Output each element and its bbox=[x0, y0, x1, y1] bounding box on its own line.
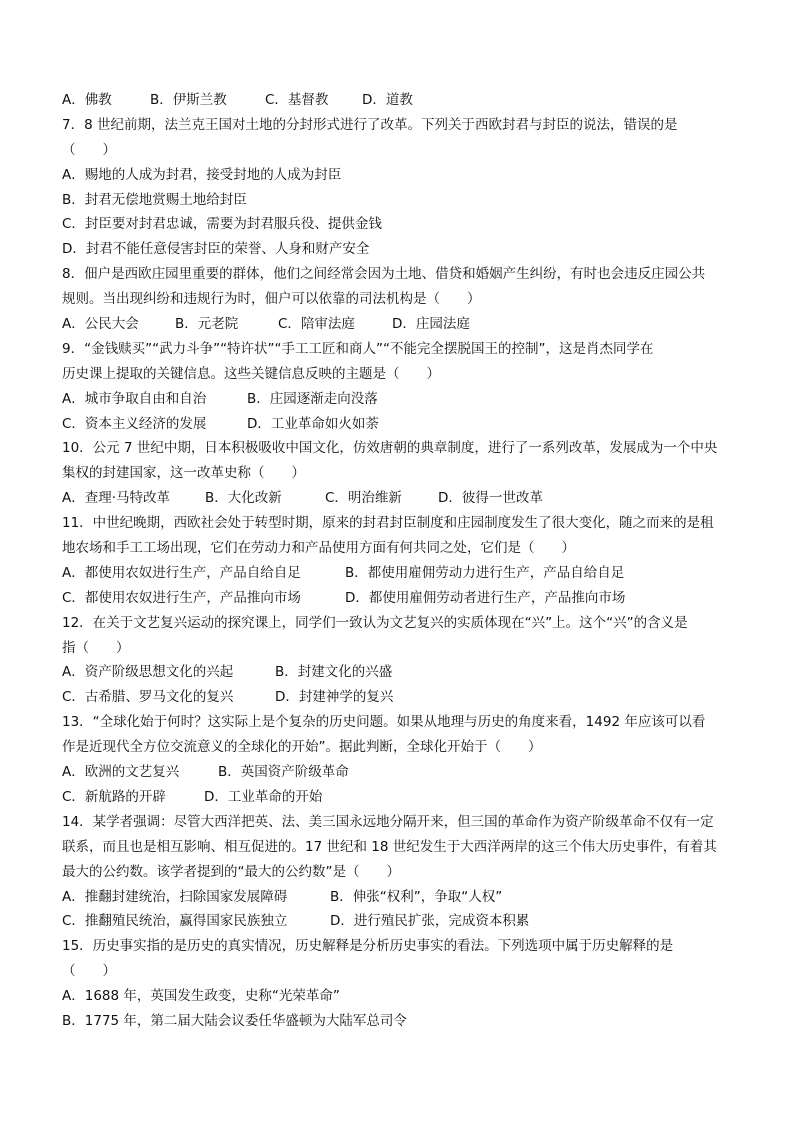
q11-option-d: D．都使用雇佣劳动者进行生产，产品推向市场 bbox=[345, 589, 626, 606]
q14-options-row-1 bbox=[62, 885, 734, 910]
q7-stem-line-1: 7．8 世纪前期，法兰克王国对土地的分封形式进行了改革。下列关于西欧封君与封臣的说法，错误的是 bbox=[62, 116, 678, 133]
q11-stem-line-2: 地农场和手工工场出现，它们在劳动力和产品使用方面有何共同之处，它们是（ ） bbox=[62, 540, 575, 557]
q11-stem-line-1: 11．中世纪晚期，西欧社会处于转型时期，原来的封君封臣制度和庄园制度发生了很大变化，随之而来的是租 bbox=[62, 515, 714, 532]
q8-options bbox=[62, 312, 734, 337]
q14-option-a: A．推翻封建统治，扫除国家发展障碍 bbox=[62, 888, 288, 905]
q11-options-row-2 bbox=[62, 586, 734, 611]
q6-options bbox=[62, 88, 734, 113]
q7-option-c: C．封臣要对封君忠诚，需要为封君服兵役、提供金钱 bbox=[62, 216, 382, 233]
q10-stem-line-2: 集权的封建国家，这一改革史称（ ） bbox=[62, 465, 305, 482]
q13-options-row-1 bbox=[62, 760, 734, 785]
q10-options bbox=[62, 486, 734, 511]
q10-option-b: B．大化改新 bbox=[205, 490, 282, 507]
q10-stem-line-1: 10．公元 7 世纪中期，日本积极吸收中国文化，仿效唐朝的典章制度，进行了一系列改革，发展成为一个中央 bbox=[62, 440, 718, 457]
q13-options-row-2 bbox=[62, 785, 734, 810]
q8-option-b: B．元老院 bbox=[175, 316, 239, 333]
exam-page bbox=[62, 88, 734, 1034]
q7-option-d: D．封君不能任意侵害封臣的荣誉、人身和财产安全 bbox=[62, 241, 370, 258]
q13-stem-line-1: 13．“全球化始于何时？这实际上是个复杂的历史问题。如果从地理与历史的角度来看，1492 年应该可以看 bbox=[62, 714, 706, 731]
q11-option-b: B．都使用雇佣劳动力进行生产，产品自给自足 bbox=[345, 564, 625, 581]
q14-stem-line-1: 14．某学者强调：尽管大西洋把英、法、美三国永远地分隔开来，但三国的革命作为资产阶级革命不仅有一定 bbox=[62, 813, 714, 830]
q11-option-c: C．都使用农奴进行生产，产品推向市场 bbox=[62, 589, 301, 606]
q9-option-c: C．资本主义经济的发展 bbox=[62, 415, 207, 432]
q9-stem-line-2: 历史课上提取的关键信息。这些关键信息反映的主题是（ ） bbox=[62, 365, 440, 382]
q15-option-a: A．1688 年，英国发生政变，史称“光荣革命” bbox=[62, 988, 340, 1005]
q6-option-a: A．佛教 bbox=[62, 92, 112, 108]
q9-option-b: B．庄园逐渐走向没落 bbox=[247, 390, 378, 407]
q15-stem-line-1: 15．历史事实指的是历史的真实情况，历史解释是分析历史事实的看法。下列选项中属于历史解释的是 bbox=[62, 938, 674, 955]
q7-stem-line-2: （ ） bbox=[62, 141, 116, 158]
q9-options-row-1 bbox=[62, 387, 734, 412]
q13-option-d: D．工业革命的开始 bbox=[204, 788, 323, 805]
q15-stem-line-2: （ ） bbox=[62, 963, 116, 980]
q11-option-a: A．都使用农奴进行生产，产品自给自足 bbox=[62, 564, 301, 581]
q13-option-b: B．英国资产阶级革命 bbox=[218, 764, 349, 781]
q14-option-b: B．伸张“权利”，争取“人权” bbox=[330, 888, 503, 905]
q8-option-a: A．公民大会 bbox=[62, 316, 139, 333]
q10-option-a: A．查理·马特改革 bbox=[62, 490, 171, 507]
q7-option-b: B．封君无偿地赏赐土地给封臣 bbox=[62, 191, 247, 208]
q10-option-d: D．彼得一世改革 bbox=[438, 490, 543, 507]
q14-option-d: D．进行殖民扩张，完成资本积累 bbox=[330, 913, 530, 930]
q14-option-c: C．推翻殖民统治，赢得国家民族独立 bbox=[62, 913, 288, 930]
q14-stem-line-3: 最大的公约数。该学者提到的“最大的公约数”是（ ） bbox=[62, 863, 400, 880]
q12-option-d: D．封建神学的复兴 bbox=[275, 689, 394, 706]
q13-option-a: A．欧洲的文艺复兴 bbox=[62, 764, 180, 781]
q12-option-a: A．资产阶级思想文化的兴起 bbox=[62, 664, 234, 681]
q12-options-row-2 bbox=[62, 685, 734, 710]
q11-options-row-1 bbox=[62, 561, 734, 586]
q13-stem-line-2: 作是近现代全方位交流意义的全球化的开始”。据此判断，全球化开始于（ ） bbox=[62, 739, 542, 756]
q8-option-c: C．陪审法庭 bbox=[278, 316, 355, 333]
q14-options-row-2 bbox=[62, 909, 734, 934]
q9-option-a: A．城市争取自由和自治 bbox=[62, 390, 207, 407]
q15-option-b: B．1775 年，第二届大陆会议委任华盛顿为大陆军总司令 bbox=[62, 1012, 407, 1029]
q12-option-b: B．封建文化的兴盛 bbox=[275, 664, 393, 681]
q9-stem-line-1: 9．“金钱赎买”“武力斗争”“特许状”“手工工匠和商人”“不能完全摆脱国王的控制”，这是肖杰同学在 bbox=[62, 340, 654, 357]
q6-option-c: C．基督教 bbox=[265, 92, 329, 108]
q8-option-d: D．庄园法庭 bbox=[392, 316, 470, 333]
q14-stem-line-2: 联系，而且也是相互影响、相互促进的。17 世纪和 18 世纪发生于大西洋两岸的这三个伟大历史事件，有着其 bbox=[62, 838, 717, 855]
q6-option-b: B．伊斯兰教 bbox=[150, 92, 227, 108]
q6-option-d: D．道教 bbox=[362, 92, 413, 108]
q8-stem-line-2: 规则。当出现纠纷和违规行为时，佃户可以依靠的司法机构是（ ） bbox=[62, 291, 481, 308]
q13-option-c: C．新航路的开辟 bbox=[62, 788, 166, 805]
q12-options-row-1 bbox=[62, 660, 734, 685]
q12-stem-line-2: 指（ ） bbox=[62, 639, 130, 656]
q7-option-a: A．赐地的人成为封君，接受封地的人成为封臣 bbox=[62, 166, 342, 183]
q9-option-d: D．工业革命如火如荼 bbox=[247, 415, 379, 432]
q12-option-c: C．古希腊、罗马文化的复兴 bbox=[62, 689, 234, 706]
q12-stem-line-1: 12．在关于文艺复兴运动的探究课上，同学们一致认为文艺复兴的实质体现在“兴”上。这个“兴”的含义是 bbox=[62, 614, 688, 631]
q9-options-row-2 bbox=[62, 412, 734, 437]
q10-option-c: C．明治维新 bbox=[325, 490, 402, 507]
q8-stem-line-1: 8．佃户是西欧庄园里重要的群体，他们之间经常会因为土地、借贷和婚姻产生纠纷，有时也会违反庄园公共 bbox=[62, 266, 706, 283]
